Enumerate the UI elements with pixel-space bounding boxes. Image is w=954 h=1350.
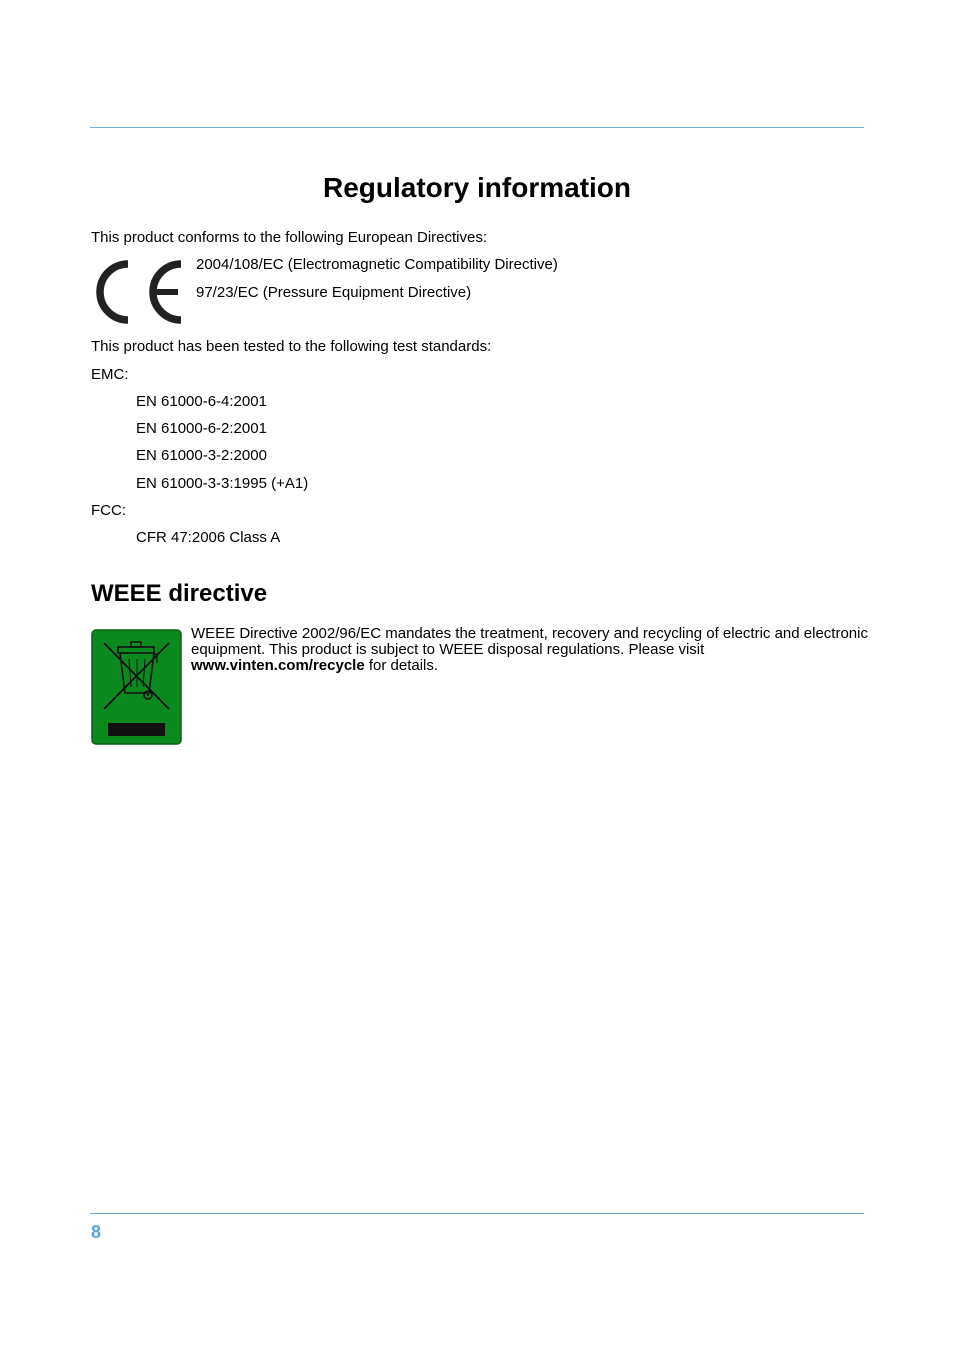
page-title: Regulatory information [322,172,631,203]
directive-item: 97/23/EC (Pressure Equipment Directive) [196,284,472,301]
weee-text-after: for details. [364,657,439,674]
emc-standard: EN 61000-6-4:2001 [136,393,267,410]
top-rule [90,127,864,128]
weee-text-before: WEEE Directive 2002/96/EC mandates the treatment, recovery and recycling of electric and electronic equipment. This product is subject to WEEE disposal regulations. Please visit [191,625,868,658]
emc-standard: EN 61000-6-2:2001 [136,420,267,437]
ce-mark-icon [94,258,184,324]
emc-label: EMC: [91,366,129,383]
weee-paragraph [191,626,871,674]
crossed-out-wheelie-bin-icon [91,629,182,745]
directive-item: 2004/108/EC (Electromagnetic Compatibility Directive) [196,256,558,273]
bottom-rule [90,1213,864,1214]
eu-intro: This product conforms to the following European Directives: [91,229,488,246]
emc-standard: EN 61000-3-2:2000 [136,447,267,464]
recycle-link[interactable]: www.vinten.com/recycle [191,657,365,674]
standards-intro: This product has been tested to the following test standards: [91,338,492,355]
fcc-standard: CFR 47:2006 Class A [136,529,281,546]
weee-heading: WEEE directive [91,580,268,607]
emc-standard: EN 61000-3-3:1995 (+A1) [136,475,309,492]
fcc-label: FCC: [91,502,126,519]
page-number: 8 [91,1222,102,1242]
